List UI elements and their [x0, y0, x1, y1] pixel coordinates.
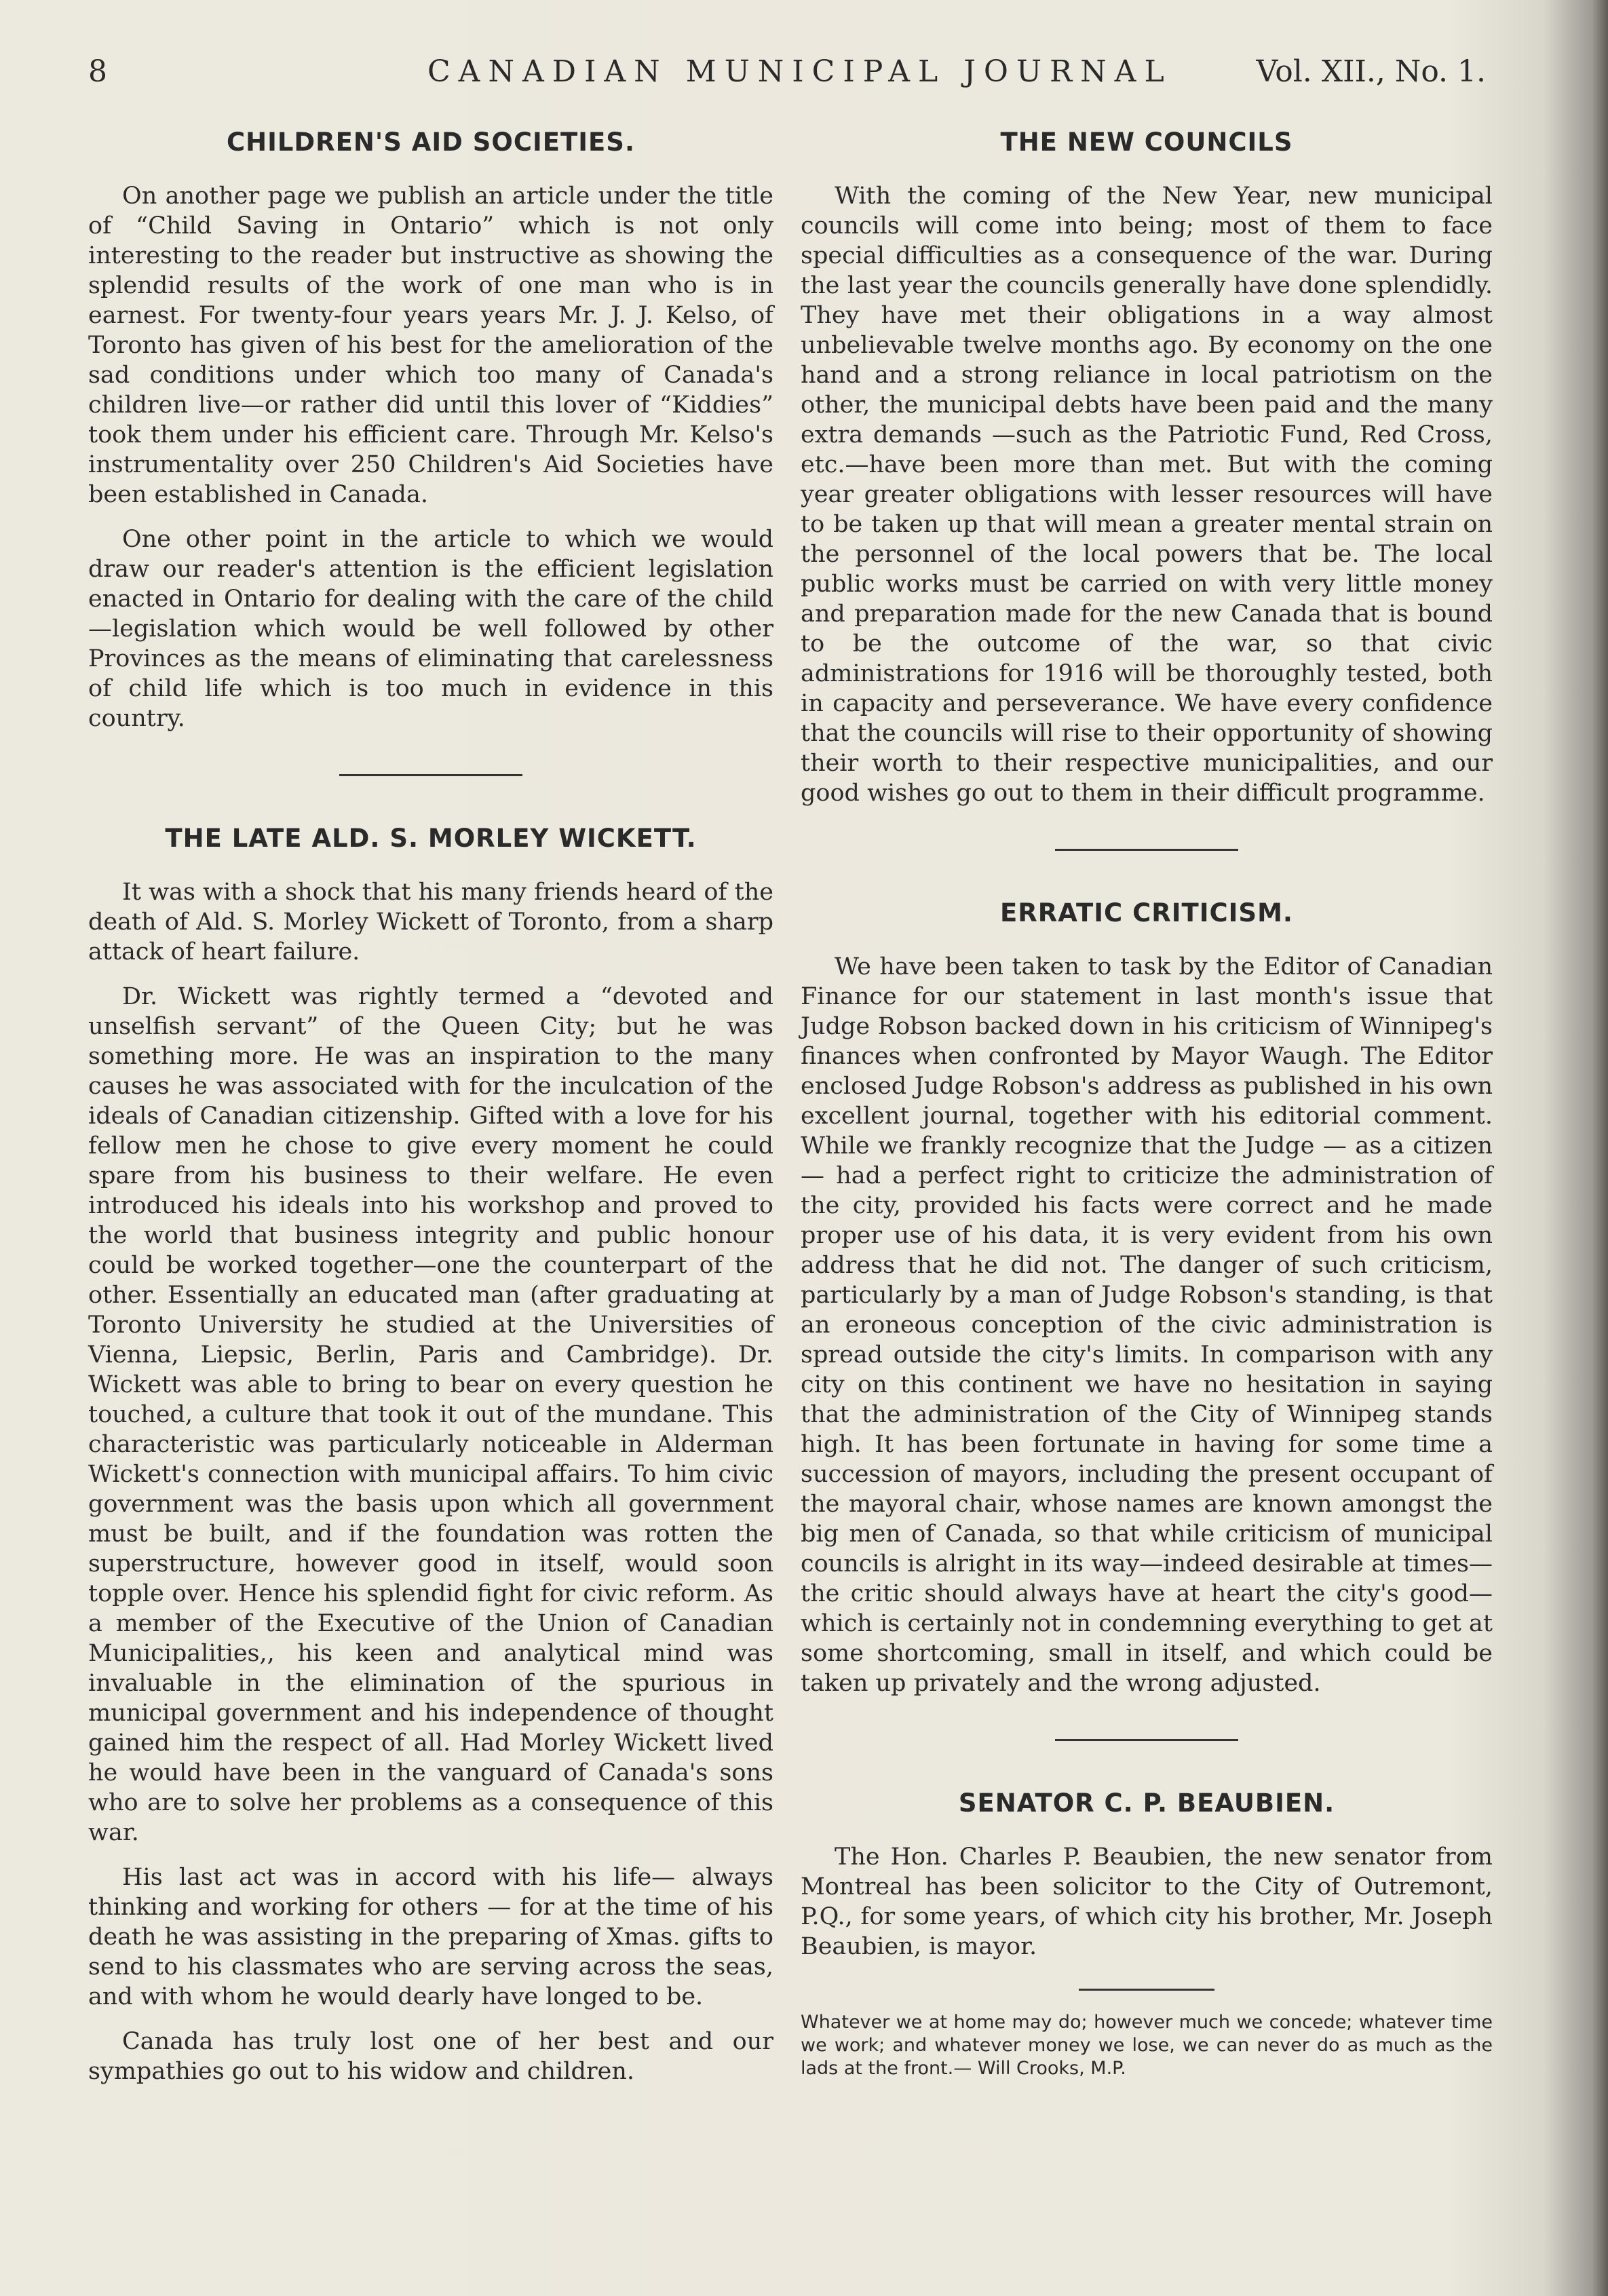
article-paragraph: Canada has truly lost one of her best and our sympathies go out to his widow and children.: [88, 2028, 773, 2085]
article-erratic-criticism: [801, 898, 1493, 1698]
right-column: [801, 115, 1493, 2095]
article-paragraph: With the coming of the New Year, new municipal councils will come into being; most of them to face special difficulties as a consequence of the war. During the last year the councils generally have done splendidly. They have met their obligations in a way almost unbelievable twelve months ago. By economy on the one hand and a strong reliance in local patriotism on the other, the municipal debts have been paid and the many extra demands —such as the Patriotic Fund, Red Cross, etc.—have been more than met. But with the coming year greater obligations with lesser resources will have to be taken up that will mean a greater mental strain on the personnel of the local powers that be. The local public works must be carried on with very little money and preparation made for the new Canada that is bound to be the outcome of the war, so that civic administrations for 1916 will be thoroughly tested, both in capacity and perseverance. We have every confidence that the councils will rise to their opportunity of showing their worth to their respective municipalities, and our good wishes go out to them in their difficult programme.: [801, 183, 1493, 807]
article-beaubien: [801, 1788, 1493, 1962]
running-head: [88, 54, 1486, 109]
article-childrens-aid: [88, 128, 773, 733]
article-title: ERRATIC CRITICISM.: [1000, 898, 1293, 927]
journal-title: CANADIAN MUNICIPAL JOURNAL: [427, 54, 1172, 89]
page-number: 8: [88, 54, 107, 89]
article-title: THE NEW COUNCILS: [1000, 128, 1293, 157]
article-title: THE LATE ALD. S. MORLEY WICKETT.: [165, 824, 697, 853]
article-paragraph: His last act was in accord with his life— always thinking and working for others — for at the time of his death he was assisting in the preparing of Xmas. gifts to send to his classmates who are serving across the seas, and with whom he would dearly have longed to be.: [88, 1864, 773, 2010]
article-new-councils: [801, 128, 1493, 808]
section-divider: [339, 774, 522, 776]
section-divider: [1079, 1989, 1214, 1991]
article-paragraph: The Hon. Charles P. Beaubien, the new senator from Montreal has been solicitor to the City of Outremont, P.Q., for some years, of which city his brother, Mr. Joseph Beaubien, is mayor.: [801, 1843, 1493, 1960]
section-divider: [1055, 849, 1238, 851]
article-title: CHILDREN'S AID SOCIETIES.: [226, 128, 636, 157]
closing-quote: Whatever we at home may do; however much we concede; whatever time we work; and whatever money we lose, we can never do as much as the lads at the front.— Will Crooks, M.P.: [801, 2012, 1493, 2079]
article-title: SENATOR C. P. BEAUBIEN.: [958, 1788, 1335, 1818]
article-paragraph: One other point in the article to which we would draw our reader's attention is the efficient legislation enacted in Ontario for dealing with the care of the child—legislation which would be well followed by other Provinces as the means of eliminating that carelessness of child life which is too much in evidence in this country.: [88, 526, 773, 732]
article-wickett: [88, 824, 773, 2086]
article-paragraph: On another page we publish an article under the title of “Child Saving in Ontario” which is not only interesting to the reader but instructive as showing the splendid results of the work of one man who is in earnest. For twenty-four years years Mr. J. J. Kelso, of Toronto has given of his best for the amelioration of the sad conditions under which too many of Canada's children live—or rather did until this lover of “Kiddies” took them under his efficient care. Through Mr. Kelso's instrumentality over 250 Children's Aid Societies have been established in Canada.: [88, 183, 773, 508]
article-paragraph: We have been taken to task by the Editor of Canadian Finance for our statement in last month's issue that Judge Robson backed down in his criticism of Winnipeg's finances when confronted by Mayor Waugh. The Editor enclosed Judge Robson's address as published in his own excellent journal, together with his editorial comment. While we frankly recognize that the Judge — as a citizen — had a perfect right to criticize the administration of the city, provided his facts were correct and he made proper use of his data, it is very evident from his own address that he did not. The danger of such criticism, particularly by a man of Judge Robson's standing, is that an eroneous conception of the civic administration is spread outside the city's limits. In comparison with any city on this continent we have no hesitation in saying that the administration of the City of Winnipeg stands high. It has been fortunate in having for some time a succession of mayors, including the present occupant of the mayoral chair, whose names are known amongst the big men of Canada, so that while criticism of municipal councils is alright in its way—indeed desirable at times—the critic should always have at heart the city's good—which is certainly not in condemning everything to get at some shortcoming, small in itself, and which could be taken up privately and the wrong adjusted.: [801, 953, 1493, 1697]
article-paragraph: It was with a shock that his many friends heard of the death of Ald. S. Morley Wickett of Toronto, from a sharp attack of heart failure.: [88, 879, 773, 965]
left-column: [88, 115, 773, 2101]
volume-number: Vol. XII., No. 1.: [1256, 54, 1486, 89]
section-divider: [1055, 1739, 1238, 1741]
article-paragraph: Dr. Wickett was rightly termed a “devoted and unselfish servant” of the Queen City; but he was something more. He was an inspiration to the many causes he was associated with for the inculcation of the ideals of Canadian citizenship. Gifted with a love for his fellow men he chose to give every moment he could spare from his business to their welfare. He even introduced his ideals into his workshop and proved to the world that business integrity and public honour could be worked together—one the counterpart of the other. Essentially an educated man (after graduating at Toronto University he studied at the Universities of Vienna, Liepsic, Berlin, Paris and Cambridge). Dr. Wickett was able to bring to bear on every question he touched, a culture that took it out of the mundane. This characteristic was particularly noticeable in Alderman Wickett's connection with municipal affairs. To him civic government was the basis upon which all government must be built, and if the foundation was rotten the superstructure, however good in itself, would soon topple over. Hence his splendid fight for civic reform. As a member of the Executive of the Union of Canadian Municipalities,, his keen and analytical mind was invaluable in the elimination of the spurious in municipal government and his independence of thought gained him the respect of all. Had Morley Wickett lived he would have been in the vanguard of Canada's sons who are to solve her problems as a consequence of this war.: [88, 983, 773, 1846]
